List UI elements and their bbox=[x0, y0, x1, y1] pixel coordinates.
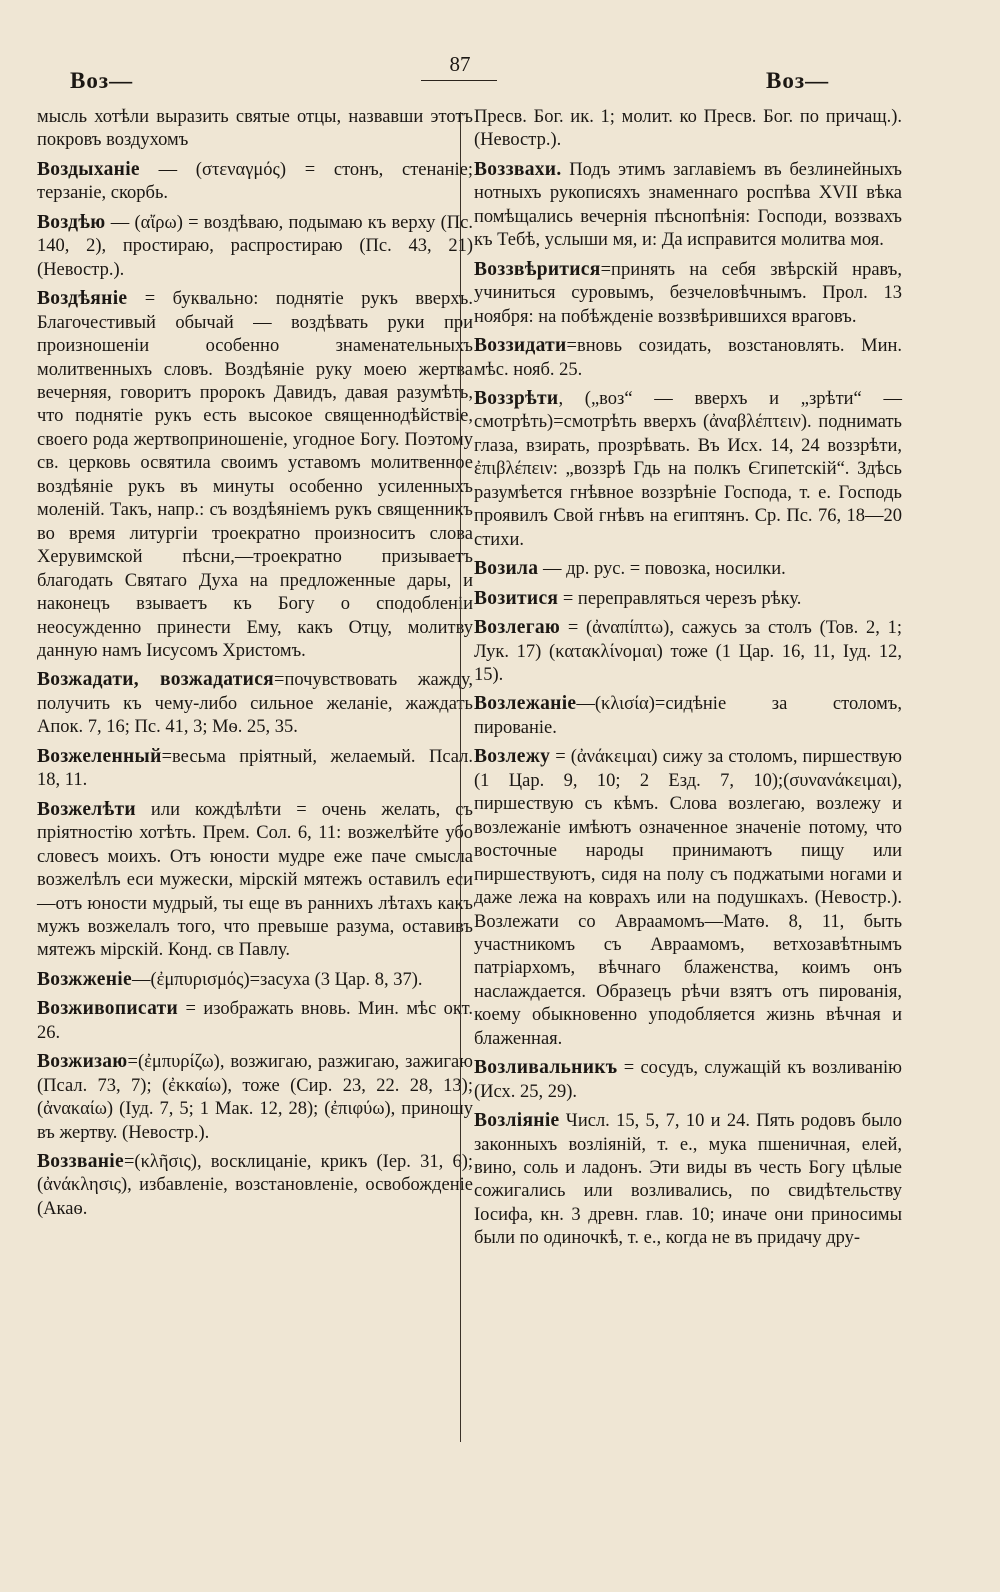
dictionary-entry bbox=[474, 106, 902, 153]
left-column bbox=[37, 106, 473, 1226]
dictionary-entry bbox=[37, 1050, 473, 1145]
entry-headword: Возжженіе bbox=[37, 968, 132, 990]
entry-definition: = сосудъ, служащій къ возливанію (Исх. 25, 29). bbox=[474, 1058, 902, 1102]
dictionary-entry bbox=[474, 1109, 902, 1251]
entry-headword: Возлежаніе bbox=[474, 693, 577, 715]
entry-headword: Воззваніе bbox=[37, 1151, 124, 1173]
entry-headword: Воздѣю bbox=[37, 211, 106, 233]
entry-definition: , („воз“ — вверхъ и „зрѣти“ — смотрѣть)=смотрѣть вверхъ (ἀναβλέπτειν). поднимать глаза, взирать, прозрѣвать. Въ Исх. 14, 24 воззрѣти, ἐπιβλέπειν: „воззрѣ Гдь на полкъ Єгипетскій“. Здѣсь разумѣется гнѣвное воззрѣніе Господа, т. е. Господь проявилъ Свой гнѣвъ на египтянъ. Ср. Пс. 76, 18—20 стихи. bbox=[474, 388, 902, 550]
dictionary-entry bbox=[474, 587, 902, 611]
entry-headword: Возлежу bbox=[474, 746, 551, 768]
entry-definition: =почувствовать жажду, получить къ чему-либо сильное желаніе, жаждать Апок. 7, 16; Пс. 41, 3; Мѳ. 25, 35. bbox=[37, 670, 473, 738]
dictionary-entry bbox=[474, 692, 902, 740]
dictionary-entry bbox=[37, 798, 473, 963]
entry-definition: — (στεναγμός) = стонъ, стенаніе; терзаніе, скорбь. bbox=[37, 159, 473, 204]
entry-headword: Воззрѣти bbox=[474, 387, 559, 409]
dictionary-entry bbox=[37, 287, 473, 663]
entry-definition: =(ἐμπυρίζω), возжигаю, разжигаю, зажигаю (Псал. 73, 7); (ἐκκαίω), тоже (Сир. 23, 22. 28, 13); (ἀνακαίω) (Iуд. 7, 5; 1 Мак. 12, 28); (ἐπιφύω), приношу въ жертву. (Невостр.). bbox=[37, 1052, 473, 1143]
dictionary-entry bbox=[37, 968, 473, 992]
entry-definition: = (ἀναπίπτω), сажусь за столъ (Тов. 2, 1; Лук. 17) (κατακλίνομαι) тоже (1 Цар. 16, 11, Iуд. 12, 15). bbox=[474, 618, 902, 685]
entry-definition: = (ἀνάκειμαι) сижу за столомъ, пиршествую (1 Цар. 9, 10; 2 Езд. 7, 10);(συνανάκειμαι), пиршествую съ кѣмъ. Слова возлегаю, возлежу и возлежаніе имѣютъ означенное значеніе потому, что восточные народы принимаютъ пищу или пиршествуютъ, сидя на полу съ поджатыми ногами и даже лежа на коврахъ или на подушкахъ. (Невостр.). Возлежати со Авраамомъ—Матѳ. 8, 11, быть участникомъ съ Авраамомъ, ветхозавѣтнымъ патріархомъ, вѣчнаго блаженства, коимъ онъ наслаждается. Образецъ рѣчи взятъ отъ пированія, коему обыкновенно уподобляется жизнь вѣчная и блаженная. bbox=[474, 747, 902, 1049]
entry-definition: — др. рус. = повозка, носилки. bbox=[538, 559, 786, 580]
dictionary-entry bbox=[37, 1150, 473, 1221]
entry-definition: мысль хотѣли выразить святые отцы, назвавши этотъ покровъ воздухомъ bbox=[37, 107, 473, 151]
entry-definition: =вновь созидать, возстановлять. Мин. мѣс. нояб. 25. bbox=[474, 336, 902, 380]
entry-headword: Возжизаю bbox=[37, 1051, 128, 1073]
entry-headword: Возила bbox=[474, 558, 539, 580]
dictionary-entry bbox=[474, 745, 902, 1051]
dictionary-entry bbox=[37, 106, 473, 153]
entry-headword: Возжелѣти bbox=[37, 798, 136, 820]
column-divider bbox=[460, 112, 461, 1442]
running-head-right: Воз— bbox=[766, 68, 830, 93]
entry-headword: Возживописати bbox=[37, 998, 179, 1020]
entry-definition: =(κλῆσις), восклицаніе, крикъ (Iер. 31, 6); (ἀνάκλησις), избавленіе, возстановленіе, освобожденіе (Акаѳ. bbox=[37, 1152, 473, 1219]
dictionary-entry bbox=[37, 211, 473, 282]
entry-definition: —(ἐμπυρισμός)=засуха (3 Цар. 8, 37). bbox=[131, 969, 423, 990]
dictionary-entry bbox=[37, 745, 473, 793]
entry-definition: = переправляться черезъ рѣку. bbox=[558, 588, 802, 609]
running-head-left: Воз— bbox=[70, 68, 134, 93]
dictionary-entry bbox=[37, 158, 473, 206]
entry-definition: — (αἴρω) = воздѣваю, подымаю къ верху (Пс. 140, 2), простираю, распростираю (Пс. 43, 21) (Невостр.). bbox=[37, 212, 473, 280]
dictionary-entry bbox=[37, 668, 473, 739]
entry-headword: Воздѣяніе bbox=[37, 288, 128, 310]
entry-definition: —(κλισία)=сидѣніе за столомъ, пированіе. bbox=[474, 694, 902, 738]
entry-headword: Возитися bbox=[474, 587, 559, 609]
dictionary-entry bbox=[474, 616, 902, 687]
entry-definition: Подъ этимъ заглавіемъ въ безлинейныхъ нотныхъ рукописяхъ знаменнаго роспѣва XVII вѣка помѣщались вечернія пѣснопѣнія: Господи, воззвахъ къ Тебѣ, услыши мя, и: Да исправится молитва моя. bbox=[474, 159, 902, 251]
entry-headword: Возжеленный bbox=[37, 745, 162, 767]
dictionary-entry bbox=[37, 997, 473, 1045]
entry-definition: =весьма пріятный, желаемый. Псал. 18, 11. bbox=[37, 746, 473, 791]
entry-definition: или кождѣлѣти = очень желать, съ пріятностію хотѣть. Прем. Сол. 6, 11: возжелѣйте убо словесъ моихъ. Отъ юности мудре еже паче смысла возжелѣлъ еси мужески, мірскій мятежъ оставилъ еси—отъ юности мудрый, ты еще въ раннихъ лѣтахъ какъ мужъ возжелалъ того, что превыше разума, оставивъ мятежъ мірскій. Конд. св Павлу. bbox=[37, 799, 473, 961]
entry-definition: = буквально: поднятіе рукъ вверхъ. Благочестивый обычай — воздѣвать руки при произношеніи особенно знаменательныхъ молитвенныхъ словъ. Воздѣяніе руку моею жертва вечерняя, говоритъ пророкъ Давидъ, давая разумѣть, что поднятіе рукъ есть высокое священнодѣйствіе, своего рода жертвоприношеніе, угодное Богу. Поэтому св. церковь освятила своимъ уставомъ молитвенное воздѣяніе рукъ въ минуты особенно усиленныхъ моленій. Такъ, напр.: съ воздѣяніемъ рукъ священникъ во время литургіи троекратно произноситъ слова Херувимской пѣсни,—троекратно призываетъ благодать Святаго Духа на предложенные дары, и наконецъ взываетъ къ Богу о сподобленіи неосужденно принести Ему, какъ Отцу, молитву данную намъ Іисусомъ Христомъ. bbox=[37, 289, 473, 661]
entry-headword: Возлегаю bbox=[474, 617, 561, 639]
dictionary-entry bbox=[474, 387, 902, 552]
entry-headword: Возліяніе bbox=[474, 1110, 560, 1132]
entry-headword: Воздыханіе bbox=[37, 158, 140, 180]
entry-definition: = изображать вновь. Мин. мѣс окт. 26. bbox=[37, 999, 473, 1043]
page-number-rule bbox=[421, 80, 497, 81]
dictionary-entry bbox=[474, 258, 902, 329]
entry-headword: Воззвахи. bbox=[474, 158, 562, 180]
entry-headword: Возжадати, возжадатися bbox=[37, 669, 275, 691]
entry-headword: Воззвѣритися bbox=[474, 258, 601, 280]
entry-definition: Пресв. Бог. ик. 1; молит. ко Пресв. Бог. по причащ.). (Невостр.). bbox=[474, 107, 902, 151]
entry-definition: =принять на себя звѣрскій нравъ, учиниться суровымъ, безчеловѣчнымъ. Прол. 13 ноября: на побѣжденіе воззвѣрившихся враговъ. bbox=[474, 259, 902, 327]
entry-headword: Воззидати bbox=[474, 335, 567, 357]
right-column bbox=[474, 106, 902, 1256]
entry-headword: Возливальникъ bbox=[474, 1057, 618, 1079]
page-number: 87 bbox=[449, 52, 471, 76]
dictionary-entry bbox=[474, 334, 902, 382]
entry-definition: Числ. 15, 5, 7, 10 и 24. Пять родовъ было законныхъ возліяній, т. е., мука пшеничная, елей, вино, соль и ладонъ. Эти виды въ честь Богу цѣлые сожигались или возливались, по свидѣтельству Іосифа, кн. 3 древн. глав. 10; иначе они приносимы были по одиночкѣ, т. е., когда не въ придачу дру- bbox=[474, 1111, 902, 1249]
dictionary-entry bbox=[474, 557, 902, 581]
dictionary-entry bbox=[474, 158, 902, 253]
dictionary-entry bbox=[474, 1056, 902, 1104]
